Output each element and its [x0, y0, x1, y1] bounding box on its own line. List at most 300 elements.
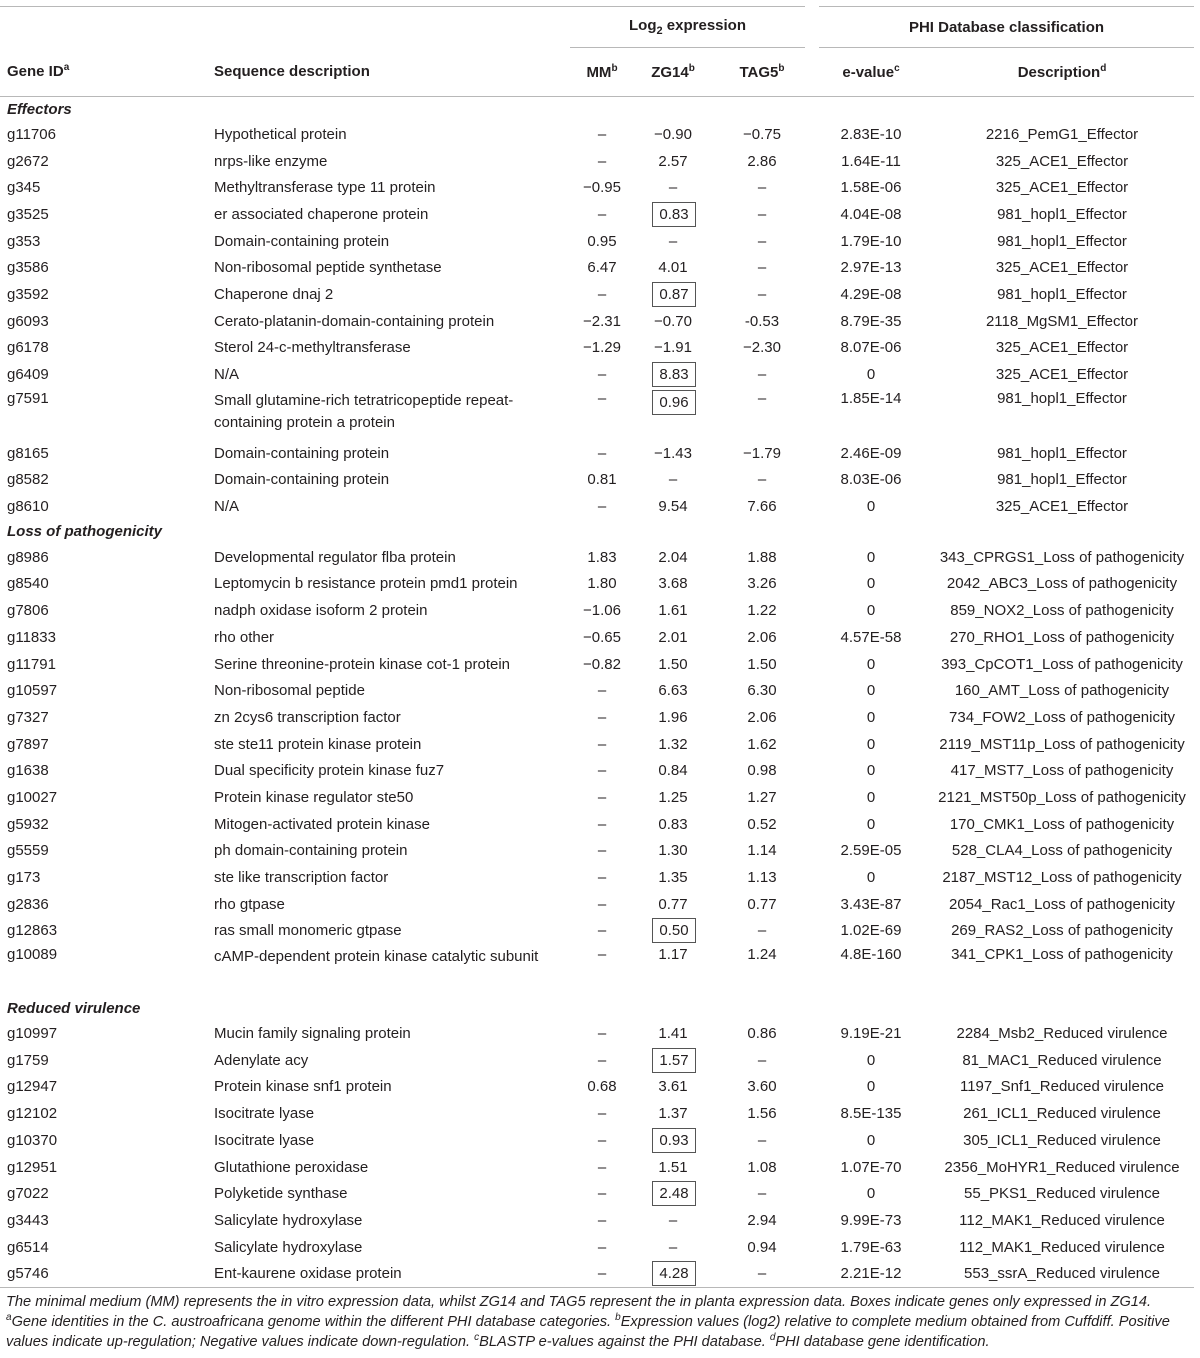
zg14-only-box: 0.93	[652, 1128, 696, 1153]
phi-description-cell: 261_ICL1_Reduced virulence	[963, 1105, 1161, 1123]
zg14-value-cell: 2.01	[658, 628, 688, 646]
mm-value-cell: –	[597, 1025, 607, 1043]
sequence-description-cell: ste ste11 protein kinase protein	[214, 735, 422, 753]
tag5-value-cell: −2.30	[743, 339, 781, 357]
sequence-description-cell: Protein kinase regulator ste50	[214, 788, 414, 806]
table-row	[0, 811, 1194, 838]
gene-id-cell: g12102	[7, 1105, 58, 1123]
zg14-value-cell: 1.30	[658, 842, 688, 860]
table-row	[0, 281, 1194, 308]
evalue-cell: 1.85E-14	[840, 389, 902, 407]
zg14-value-cell: 1.17	[658, 946, 688, 964]
evalue-cell: 2.59E-05	[840, 842, 902, 860]
phi-description-cell: 2118_MgSM1_Effector	[985, 312, 1139, 330]
evalue-cell: 0	[866, 1185, 876, 1203]
mm-value-cell: –	[597, 869, 607, 887]
sequence-description-cell: er associated chaperone protein	[214, 205, 429, 223]
phi-description-cell: 2216_PemG1_Effector	[985, 125, 1139, 143]
sequence-description-cell: ph domain-containing protein	[214, 842, 408, 860]
phi-description-cell: 2356_MoHYR1_Reduced virulence	[944, 1158, 1180, 1176]
gene-id-cell: g8582	[7, 471, 49, 489]
sequence-description-header: Sequence description	[206, 48, 570, 97]
tag5-value-cell: –	[757, 922, 767, 940]
tag5-value-cell: 1.50	[747, 655, 777, 673]
zg14-value-cell	[634, 361, 712, 388]
zg14-only-box: 0.83	[652, 202, 696, 227]
table-header	[0, 7, 1194, 97]
mm-value-cell: –	[597, 498, 607, 516]
mm-value-cell: –	[597, 946, 607, 964]
tag5-header: TAG5$^b$	[712, 48, 812, 97]
gene-id-cell: g1638	[7, 762, 49, 780]
phi-description-cell: 341_CPK1_Loss of pathogenicity	[951, 946, 1173, 964]
evalue-cell: 0	[866, 762, 876, 780]
gene-id-cell: g7022	[7, 1185, 49, 1203]
sequence-description-cell: Glutathione peroxidase	[214, 1158, 369, 1176]
sequence-description-cell: rho other	[214, 628, 275, 646]
sequence-description-cell: Domain-containing protein	[214, 444, 390, 462]
zg14-value-cell: 3.68	[658, 575, 688, 593]
tag5-value-cell: 6.30	[747, 682, 777, 700]
gene-id-cell: g8165	[7, 444, 49, 462]
gene-id-header: Gene $ID^a$	[0, 48, 206, 97]
phi-description-cell: 325_ACE1_Effector	[995, 259, 1129, 277]
zg14-value-cell: 1.25	[658, 788, 688, 806]
table-row	[0, 1127, 1194, 1154]
zg14-value-cell	[634, 1260, 712, 1287]
sequence-description-cell: rho gtpase	[214, 895, 285, 913]
mm-value-cell: –	[597, 895, 607, 913]
mm-value-cell: –	[570, 1260, 634, 1287]
evalue-cell: 4.04E-08	[840, 205, 902, 223]
table-row	[0, 1180, 1194, 1207]
zg14-value-cell: 1.37	[658, 1105, 688, 1123]
tag5-value-cell: –	[757, 1051, 767, 1069]
sequence-description-cell: Adenylate acy	[214, 1051, 309, 1069]
phi-description-cell: 269_RAS2_Loss of pathogenicity	[951, 922, 1173, 940]
sequence-description-cell: nadph oxidase isoform 2 protein	[214, 602, 428, 620]
table-row	[0, 731, 1194, 758]
tag5-value-cell: 1.56	[747, 1105, 777, 1123]
table-row	[0, 228, 1194, 255]
gene-id-cell: g5559	[7, 842, 49, 860]
tag5-value-cell: 2.06	[747, 628, 777, 646]
table-row	[0, 201, 1194, 228]
mm-value-cell: 6.47	[587, 259, 617, 277]
gene-id-cell: g5932	[7, 815, 49, 833]
category-label: Effectors	[7, 100, 72, 118]
mm-value-cell: 1.80	[587, 575, 617, 593]
table-row	[0, 308, 1194, 335]
tag5-value-cell: 1.08	[747, 1158, 777, 1176]
table-row	[0, 1020, 1194, 1047]
mm-header: $MM^b$	[570, 48, 634, 97]
zg14-value-cell: 1.41	[658, 1025, 688, 1043]
evalue-cell: 1.07E-70	[840, 1158, 902, 1176]
zg14-only-box: 4.28	[652, 1261, 696, 1286]
phi-description-cell: 2054_Rac1_Loss of pathogenicity	[949, 895, 1175, 913]
phi-description-cell: 417_MST7_Loss of pathogenicity	[950, 762, 1174, 780]
evalue-cell: 0	[866, 815, 876, 833]
evalue-cell: 8.07E-06	[840, 339, 902, 357]
zg14-value-cell: 2.57	[658, 152, 688, 170]
zg14-value-cell: –	[668, 1238, 678, 1256]
sequence-description-cell: Chaperone dnaj 2	[214, 285, 334, 303]
phi-description-cell: 325_ACE1_Effector	[995, 152, 1129, 170]
gene-id-cell: g7327	[7, 708, 49, 726]
table-row	[0, 1207, 1194, 1234]
table-row	[0, 174, 1194, 201]
gene-id-cell: g8986	[7, 548, 49, 566]
mm-value-cell: –	[597, 842, 607, 860]
gene-id-cell: g6514	[7, 1238, 49, 1256]
evalue-cell: 9.19E-21	[840, 1025, 902, 1043]
gene-id-cell: g8610	[7, 498, 49, 516]
zg14-header: ZG14$^b$	[634, 48, 712, 97]
sequence-description-cell: Small glutamine-rich tetratricopeptide repeat-containing protein a protein	[214, 391, 514, 431]
phi-description-cell: 981_hopl1_Effector	[997, 232, 1127, 250]
sequence-description-cell: ras small monomeric gtpase	[214, 922, 402, 940]
gene-id-cell: g11791	[7, 655, 56, 673]
zg14-only-box: 0.96	[652, 390, 696, 415]
sequence-description-cell: Domain-containing protein	[214, 471, 390, 489]
header-spacer	[0, 7, 570, 48]
table-row	[0, 121, 1194, 148]
phi-description-cell: 270_RHO1_Loss of pathogenicity	[949, 628, 1175, 646]
zg14-value-cell: −1.43	[654, 444, 692, 462]
tag5-value-cell: 1.13	[747, 869, 777, 887]
zg14-value-cell: 2.04	[658, 548, 688, 566]
phi-description-cell: 325_ACE1_Effector	[995, 339, 1129, 357]
phi-description-cell: 2284_Msb2_Reduced virulence	[956, 1025, 1168, 1043]
evalue-cell: 1.79E-63	[840, 1238, 902, 1256]
table-row	[0, 1047, 1194, 1074]
table-row	[0, 571, 1194, 598]
phi-description-cell: 981_hopl1_Effector	[997, 205, 1127, 223]
phi-description-cell: 981_hopl1_Effector	[997, 389, 1127, 407]
gene-id-cell: g11706	[7, 125, 56, 143]
table-row	[0, 1260, 1194, 1287]
mm-value-cell: –	[597, 762, 607, 780]
zg14-value-cell: –	[668, 471, 678, 489]
tag5-value-cell: –	[757, 389, 767, 407]
zg14-value-cell: 1.32	[658, 735, 688, 753]
table-row	[0, 440, 1194, 467]
tag5-value-cell: 1.62	[747, 735, 777, 753]
zg14-value-cell: 0.84	[658, 762, 688, 780]
tag5-value-cell: 2.94	[747, 1211, 777, 1229]
gene-id-cell: g6409	[7, 366, 49, 384]
zg14-value-cell: –	[668, 232, 678, 250]
phi-description-cell: 981_hopl1_Effector	[997, 285, 1127, 303]
table-row	[0, 467, 1194, 494]
mm-value-cell: −2.31	[583, 312, 621, 330]
tag5-value-cell: 0.86	[747, 1025, 777, 1043]
tag5-value-cell: 2.86	[747, 152, 777, 170]
sequence-description-cell: N/A	[214, 498, 240, 516]
sequence-description-cell: Mitogen-activated protein kinase	[214, 815, 430, 833]
zg14-value-cell	[634, 1127, 712, 1154]
tag5-value-cell: –	[757, 366, 767, 384]
sequence-description-cell: cAMP-dependent protein kinase catalytic subunit	[214, 948, 539, 966]
phi-description-cell: 55_PKS1_Reduced virulence	[964, 1185, 1160, 1203]
gene-id-cell: g12951	[7, 1158, 58, 1176]
gene-id-cell: g12947	[7, 1078, 58, 1096]
tag5-value-cell: −1.79	[743, 444, 781, 462]
mm-value-cell: –	[597, 1051, 607, 1069]
mm-value-cell: –	[597, 285, 607, 303]
tag5-value-cell: 1.22	[747, 602, 777, 620]
gene-id-cell: g3525	[7, 205, 49, 223]
tag5-value-cell: –	[757, 285, 767, 303]
sequence-description-cell: Salicylate hydroxylase	[214, 1211, 363, 1229]
mm-value-cell: –	[597, 125, 607, 143]
evalue-cell: 0	[866, 498, 876, 516]
gene-id-cell: g10997	[7, 1025, 58, 1043]
table-row	[0, 597, 1194, 624]
zg14-value-cell: 3.61	[658, 1078, 688, 1096]
phi-description-cell: 553_ssrA_Reduced virulence	[930, 1260, 1194, 1287]
evalue-cell: 1.79E-10	[840, 232, 902, 250]
gene-id-cell: g11833	[7, 628, 56, 646]
tag5-value-cell: –	[757, 259, 767, 277]
tag5-value-cell: –	[757, 1131, 767, 1149]
tag5-value-cell: 1.88	[747, 548, 777, 566]
table-row	[0, 544, 1194, 571]
sequence-description-cell: Mucin family signaling protein	[214, 1025, 411, 1043]
table-row	[0, 1234, 1194, 1261]
evalue-cell: 0	[866, 575, 876, 593]
mm-value-cell: –	[597, 815, 607, 833]
evalue-cell: 0	[866, 1131, 876, 1149]
sequence-description-cell: ste like transcription factor	[214, 869, 389, 887]
zg14-value-cell: 1.50	[658, 655, 688, 673]
table-row	[0, 493, 1194, 520]
sequence-description-cell: Non-ribosomal peptide synthetase	[214, 259, 442, 277]
evalue-cell: 0	[866, 602, 876, 620]
sequence-description-cell: nrps-like enzyme	[214, 152, 328, 170]
zg14-value-cell	[634, 201, 712, 228]
mm-value-cell: –	[597, 1238, 607, 1256]
phi-description-cell: 2119_MST11p_Loss of pathogenicity	[939, 735, 1185, 753]
table-row	[0, 624, 1194, 651]
mm-value-cell: –	[597, 389, 607, 407]
zg14-only-box: 1.57	[652, 1048, 696, 1073]
zg14-value-cell: –	[668, 1211, 678, 1229]
zg14-value-cell: 6.63	[658, 682, 688, 700]
table-row	[0, 335, 1194, 362]
mm-value-cell: –	[597, 1185, 607, 1203]
sequence-description-cell: Polyketide synthase	[214, 1185, 348, 1203]
evalue-cell: 0	[866, 366, 876, 384]
evalue-cell: 0	[866, 869, 876, 887]
gene-id-cell: g6178	[7, 339, 49, 357]
phi-description-cell: 325_ACE1_Effector	[995, 366, 1129, 384]
tag5-value-cell: 1.24	[747, 946, 777, 964]
table-row	[0, 918, 1194, 945]
mm-value-cell: −0.95	[583, 179, 621, 197]
evalue-cell: 2.83E-10	[840, 125, 902, 143]
tag5-value-cell: -0.53	[744, 312, 780, 330]
tag5-value-cell: –	[757, 205, 767, 223]
evalue-cell: 2.97E-13	[840, 259, 902, 277]
zg14-only-box: 2.48	[652, 1181, 696, 1206]
zg14-value-cell: 4.01	[658, 259, 688, 277]
evalue-cell: 0	[866, 1078, 876, 1096]
gene-id-cell: g10597	[7, 682, 58, 700]
evalue-cell: 0	[866, 708, 876, 726]
phi-description-cell: 981_hopl1_Effector	[997, 471, 1127, 489]
gene-id-cell: g353	[7, 232, 41, 250]
evalue-cell: 8.79E-35	[840, 312, 902, 330]
evalue-cell: 1.02E-69	[840, 922, 902, 940]
category-label: Loss of pathogenicity	[7, 523, 163, 541]
sequence-description-cell: N/A	[214, 366, 240, 384]
sequence-description-cell: Isocitrate lyase	[214, 1105, 315, 1123]
gene-id-cell: g10027	[7, 788, 58, 806]
phi-description-cell: 528_CLA4_Loss of pathogenicity	[951, 842, 1173, 860]
sequence-description-cell: Hypothetical protein	[214, 125, 347, 143]
phi-description-cell: 1197_Snf1_Reduced virulence	[959, 1078, 1165, 1096]
tag5-value-cell: 7.66	[747, 498, 777, 516]
evalue-cell: 0	[866, 655, 876, 673]
table-row	[0, 944, 1194, 996]
zg14-value-cell: –	[668, 179, 678, 197]
zg14-value-cell: 1.61	[658, 602, 688, 620]
category-label: Reduced virulence	[7, 999, 141, 1017]
mm-value-cell: –	[597, 682, 607, 700]
phi-description-cell: 2042_ABC3_Loss of pathogenicity	[946, 575, 1178, 593]
sequence-description-cell: Non-ribosomal peptide	[214, 682, 365, 700]
gene-id-cell: g345	[7, 179, 41, 197]
zg14-value-cell	[634, 1047, 712, 1074]
gene-id-cell: g8540	[7, 575, 49, 593]
phi-description-cell: 859_NOX2_Loss of pathogenicity	[950, 602, 1174, 620]
mm-value-cell: 1.83	[587, 548, 617, 566]
category-row	[0, 996, 1194, 1020]
sequence-description-cell: Cerato-platanin-domain-containing protein	[214, 312, 495, 330]
mm-value-cell: –	[597, 152, 607, 170]
tag5-value-cell: 0.77	[747, 895, 777, 913]
tag5-value-cell: 0.98	[747, 762, 777, 780]
mm-value-cell: –	[597, 708, 607, 726]
sequence-description-cell: Isocitrate lyase	[214, 1131, 315, 1149]
phi-description-cell: 734_FOW2_Loss of pathogenicity	[949, 708, 1175, 726]
gene-id-cell: g10089	[7, 946, 58, 964]
zg14-value-cell: −1.91	[654, 339, 692, 357]
zg14-value-cell	[634, 388, 712, 440]
evalue-cell: 0	[866, 1051, 876, 1069]
tag5-value-cell: 1.27	[747, 788, 777, 806]
sequence-description-cell: Sterol 24-c-methyltransferase	[214, 339, 411, 357]
gene-id-cell: g6093	[7, 312, 49, 330]
evalue-cell: 0	[866, 735, 876, 753]
tag5-value-cell: 0.94	[747, 1238, 777, 1256]
description-header: Description$^d$	[930, 48, 1194, 97]
mm-value-cell: –	[597, 1105, 607, 1123]
gene-table	[0, 6, 1194, 1288]
table-body	[0, 97, 1194, 1288]
table-row	[0, 891, 1194, 918]
table-row	[0, 1100, 1194, 1127]
evalue-cell: 9.99E-73	[840, 1211, 902, 1229]
phi-description-cell: 981_hopl1_Effector	[997, 444, 1127, 462]
tag5-value-cell: 1.14	[747, 842, 777, 860]
gene-id-cell: g7897	[7, 735, 49, 753]
zg14-value-cell	[634, 1180, 712, 1207]
table-row	[0, 1074, 1194, 1101]
mm-value-cell: −0.82	[583, 655, 621, 673]
tag5-value-cell: –	[757, 1185, 767, 1203]
table-row	[0, 838, 1194, 865]
phi-description-cell: 160_AMT_Loss of pathogenicity	[954, 682, 1170, 700]
mm-value-cell: –	[597, 922, 607, 940]
sequence-description-cell: Developmental regulator flba protein	[214, 548, 456, 566]
phi-description-cell: 393_CpCOT1_Loss of pathogenicity	[941, 655, 1183, 673]
gene-id-cell: g3443	[7, 1211, 49, 1229]
mm-value-cell: –	[597, 366, 607, 384]
zg14-only-box: 0.50	[652, 918, 696, 943]
table-row	[0, 757, 1194, 784]
evalue-cell: 4.29E-08	[840, 285, 902, 303]
phi-description-cell: 112_MAK1_Reduced virulence	[959, 1211, 1165, 1229]
phi-description-cell: 112_MAK1_Reduced virulence	[959, 1238, 1165, 1256]
sequence-description-cell: Domain-containing protein	[214, 232, 390, 250]
zg14-value-cell: 1.96	[658, 708, 688, 726]
category-row	[0, 520, 1194, 544]
table-row	[0, 1154, 1194, 1181]
phi-description-cell: 81_MAC1_Reduced virulence	[962, 1051, 1162, 1069]
table-row	[0, 704, 1194, 731]
evalue-cell: 3.43E-87	[840, 895, 902, 913]
gene-id-cell: g7806	[7, 602, 49, 620]
gene-id-cell: g1759	[7, 1051, 49, 1069]
zg14-value-cell: 1.35	[658, 869, 688, 887]
evalue-cell: 0	[866, 788, 876, 806]
table-footnote: The minimal medium (MM) represents the in vitro expression data, whilst ZG14 and TAG5 represent the in planta expression data. Boxes indicate genes only expressed in ZG14. $^a$Gene identities in the C. austroafricana genome within the different PHI database categories. $^b$Expression values (log2) relative to complete medium obtained from Cuffdiff. Positive values indicate up-regulation; Negative values indicate down-regulation. $^c$BLASTP e-values against the PHI database. $^d$PHI database gene identification.	[6, 1294, 1170, 1350]
table-row	[0, 677, 1194, 704]
table-row	[0, 651, 1194, 678]
gene-id-cell: g5746	[0, 1260, 206, 1287]
gene-id-cell: g2672	[7, 152, 49, 170]
tag5-value-cell: 3.60	[747, 1078, 777, 1096]
zg14-only-box: 0.87	[652, 282, 696, 307]
tag5-value-cell: 3.26	[747, 575, 777, 593]
mm-value-cell: –	[597, 1211, 607, 1229]
evalue-header: e-value$^c$	[812, 48, 930, 97]
mm-value-cell: 0.95	[587, 232, 617, 250]
sequence-description-cell: Ent-kaurene oxidase protein	[206, 1260, 570, 1287]
gene-id-cell: g12863	[7, 922, 58, 940]
evalue-cell: 1.64E-11	[841, 152, 901, 170]
evalue-cell: 8.5E-135	[840, 1105, 902, 1123]
sequence-description-cell: Protein kinase snf1 protein	[214, 1078, 392, 1096]
mm-value-cell: 0.68	[587, 1078, 617, 1096]
evalue-cell: 0	[866, 682, 876, 700]
mm-value-cell: –	[597, 1158, 607, 1176]
tag5-value-cell: –	[712, 1260, 812, 1287]
sequence-description-cell: zn 2cys6 transcription factor	[214, 708, 401, 726]
gene-id-cell: g173	[7, 869, 41, 887]
phi-description-cell: 170_CMK1_Loss of pathogenicity	[949, 815, 1175, 833]
table-row	[0, 784, 1194, 811]
gene-id-cell: g10370	[7, 1131, 58, 1149]
mm-value-cell: −0.65	[583, 628, 621, 646]
tag5-value-cell: 2.06	[747, 708, 777, 726]
mm-value-cell: –	[597, 788, 607, 806]
zg14-value-cell: 0.77	[658, 895, 688, 913]
gene-id-cell: g2836	[7, 895, 49, 913]
